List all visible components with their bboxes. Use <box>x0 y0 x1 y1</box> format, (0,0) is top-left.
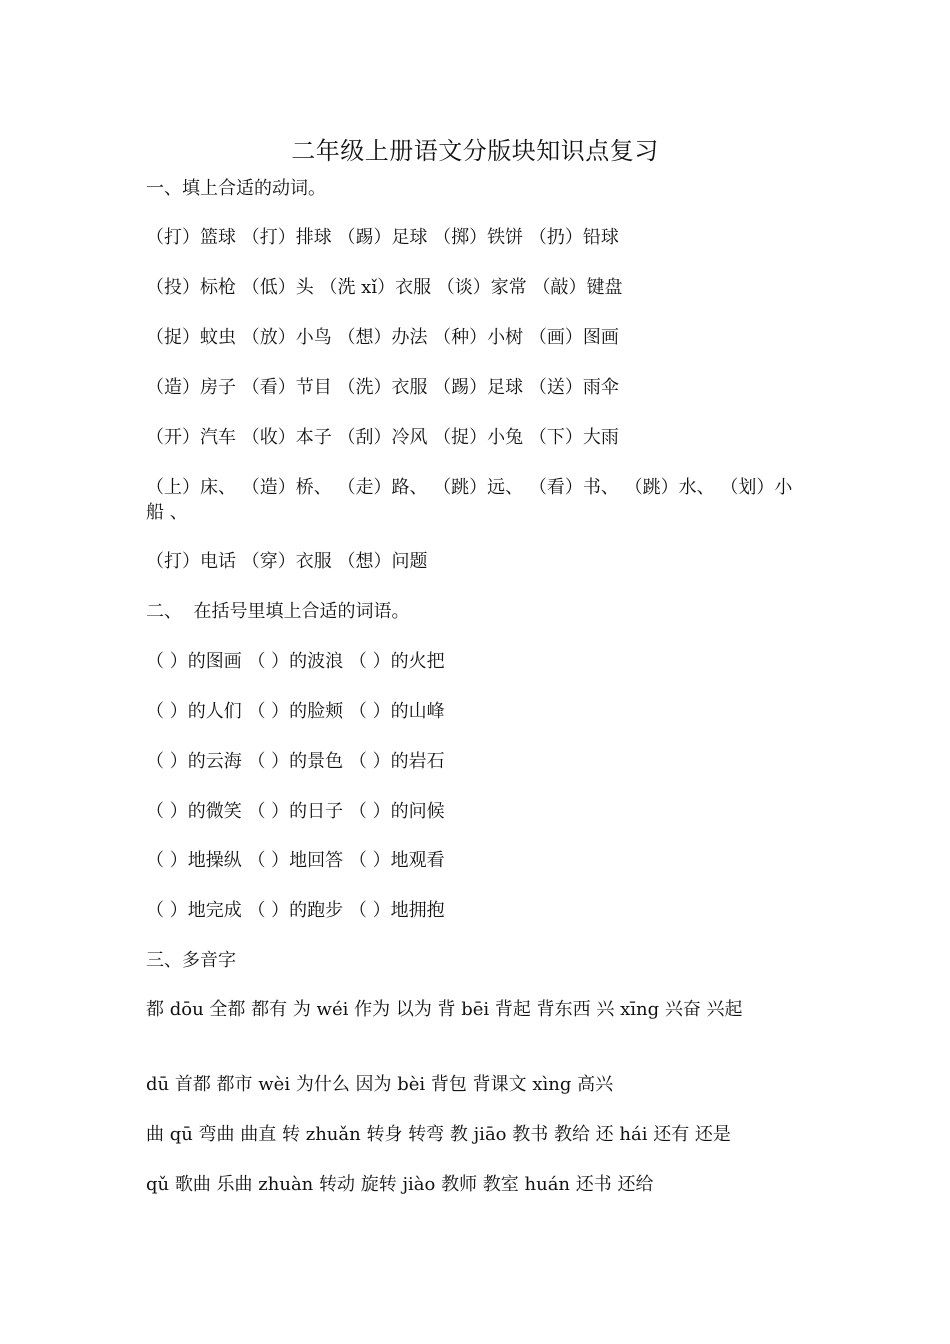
section-1-line: （捉）蚊虫 （放）小鸟 （想）办法 （种）小树 （画）图画 <box>146 327 619 348</box>
section-2-heading: 二、 在括号里填上合适的词语。 <box>146 601 410 622</box>
section-1-line: （投）标枪 （低）头 （洗 xǐ）衣服 （谈）家常 （敲）键盘 <box>146 277 623 298</box>
section-2-line: （ ）的人们 （ ）的脸颊 （ ）的山峰 <box>146 701 445 722</box>
section-1-line: （造）房子 （看）节目 （洗）衣服 （踢）足球 （送）雨伞 <box>146 377 619 398</box>
section-3-line: dū 首都 都市 wèi 为什么 因为 bèi 背包 背课文 xìng 高兴 <box>146 1074 614 1095</box>
section-2-line: （ ）地完成 （ ）的跑步 （ ）地拥抱 <box>146 900 445 921</box>
section-1-line: （打）篮球 （打）排球 （踢）足球 （掷）铁饼 （扔）铅球 <box>146 227 619 248</box>
section-1-line: （打）电话 （穿）衣服 （想）问题 <box>146 551 428 572</box>
section-2-line: （ ）的图画 （ ）的波浪 （ ）的火把 <box>146 651 445 672</box>
section-3-heading: 三、多音字 <box>146 950 236 971</box>
section-3-line: 都 dōu 全都 都有 为 wéi 作为 以为 背 bēi 背起 背东西 兴 xīng 兴奋 兴起 <box>146 999 743 1020</box>
page-title: 二年级上册语文分版块知识点复习 <box>291 137 659 165</box>
section-2-line: （ ）的云海 （ ）的景色 （ ）的岩石 <box>146 751 445 772</box>
section-3-line: 曲 qū 弯曲 曲直 转 zhuǎn 转身 转弯 教 jiāo 教书 教给 还 hái 还有 还是 <box>146 1124 731 1145</box>
section-1-heading: 一、填上合适的动词。 <box>146 178 326 199</box>
section-1-line: （上）床、 （造）桥、 （走）路、 （跳）远、 （看）书、 （跳）水、 （划）小船 、 <box>146 477 793 523</box>
section-2-line: （ ）地操纵 （ ）地回答 （ ）地观看 <box>146 850 445 871</box>
section-2-line: （ ）的微笑 （ ）的日子 （ ）的问候 <box>146 801 445 822</box>
section-3-line: qǔ 歌曲 乐曲 zhuàn 转动 旋转 jiào 教师 教室 huán 还书 还给 <box>146 1174 654 1195</box>
section-1-line: （开）汽车 （收）本子 （刮）冷风 （捉）小兔 （下）大雨 <box>146 427 619 448</box>
